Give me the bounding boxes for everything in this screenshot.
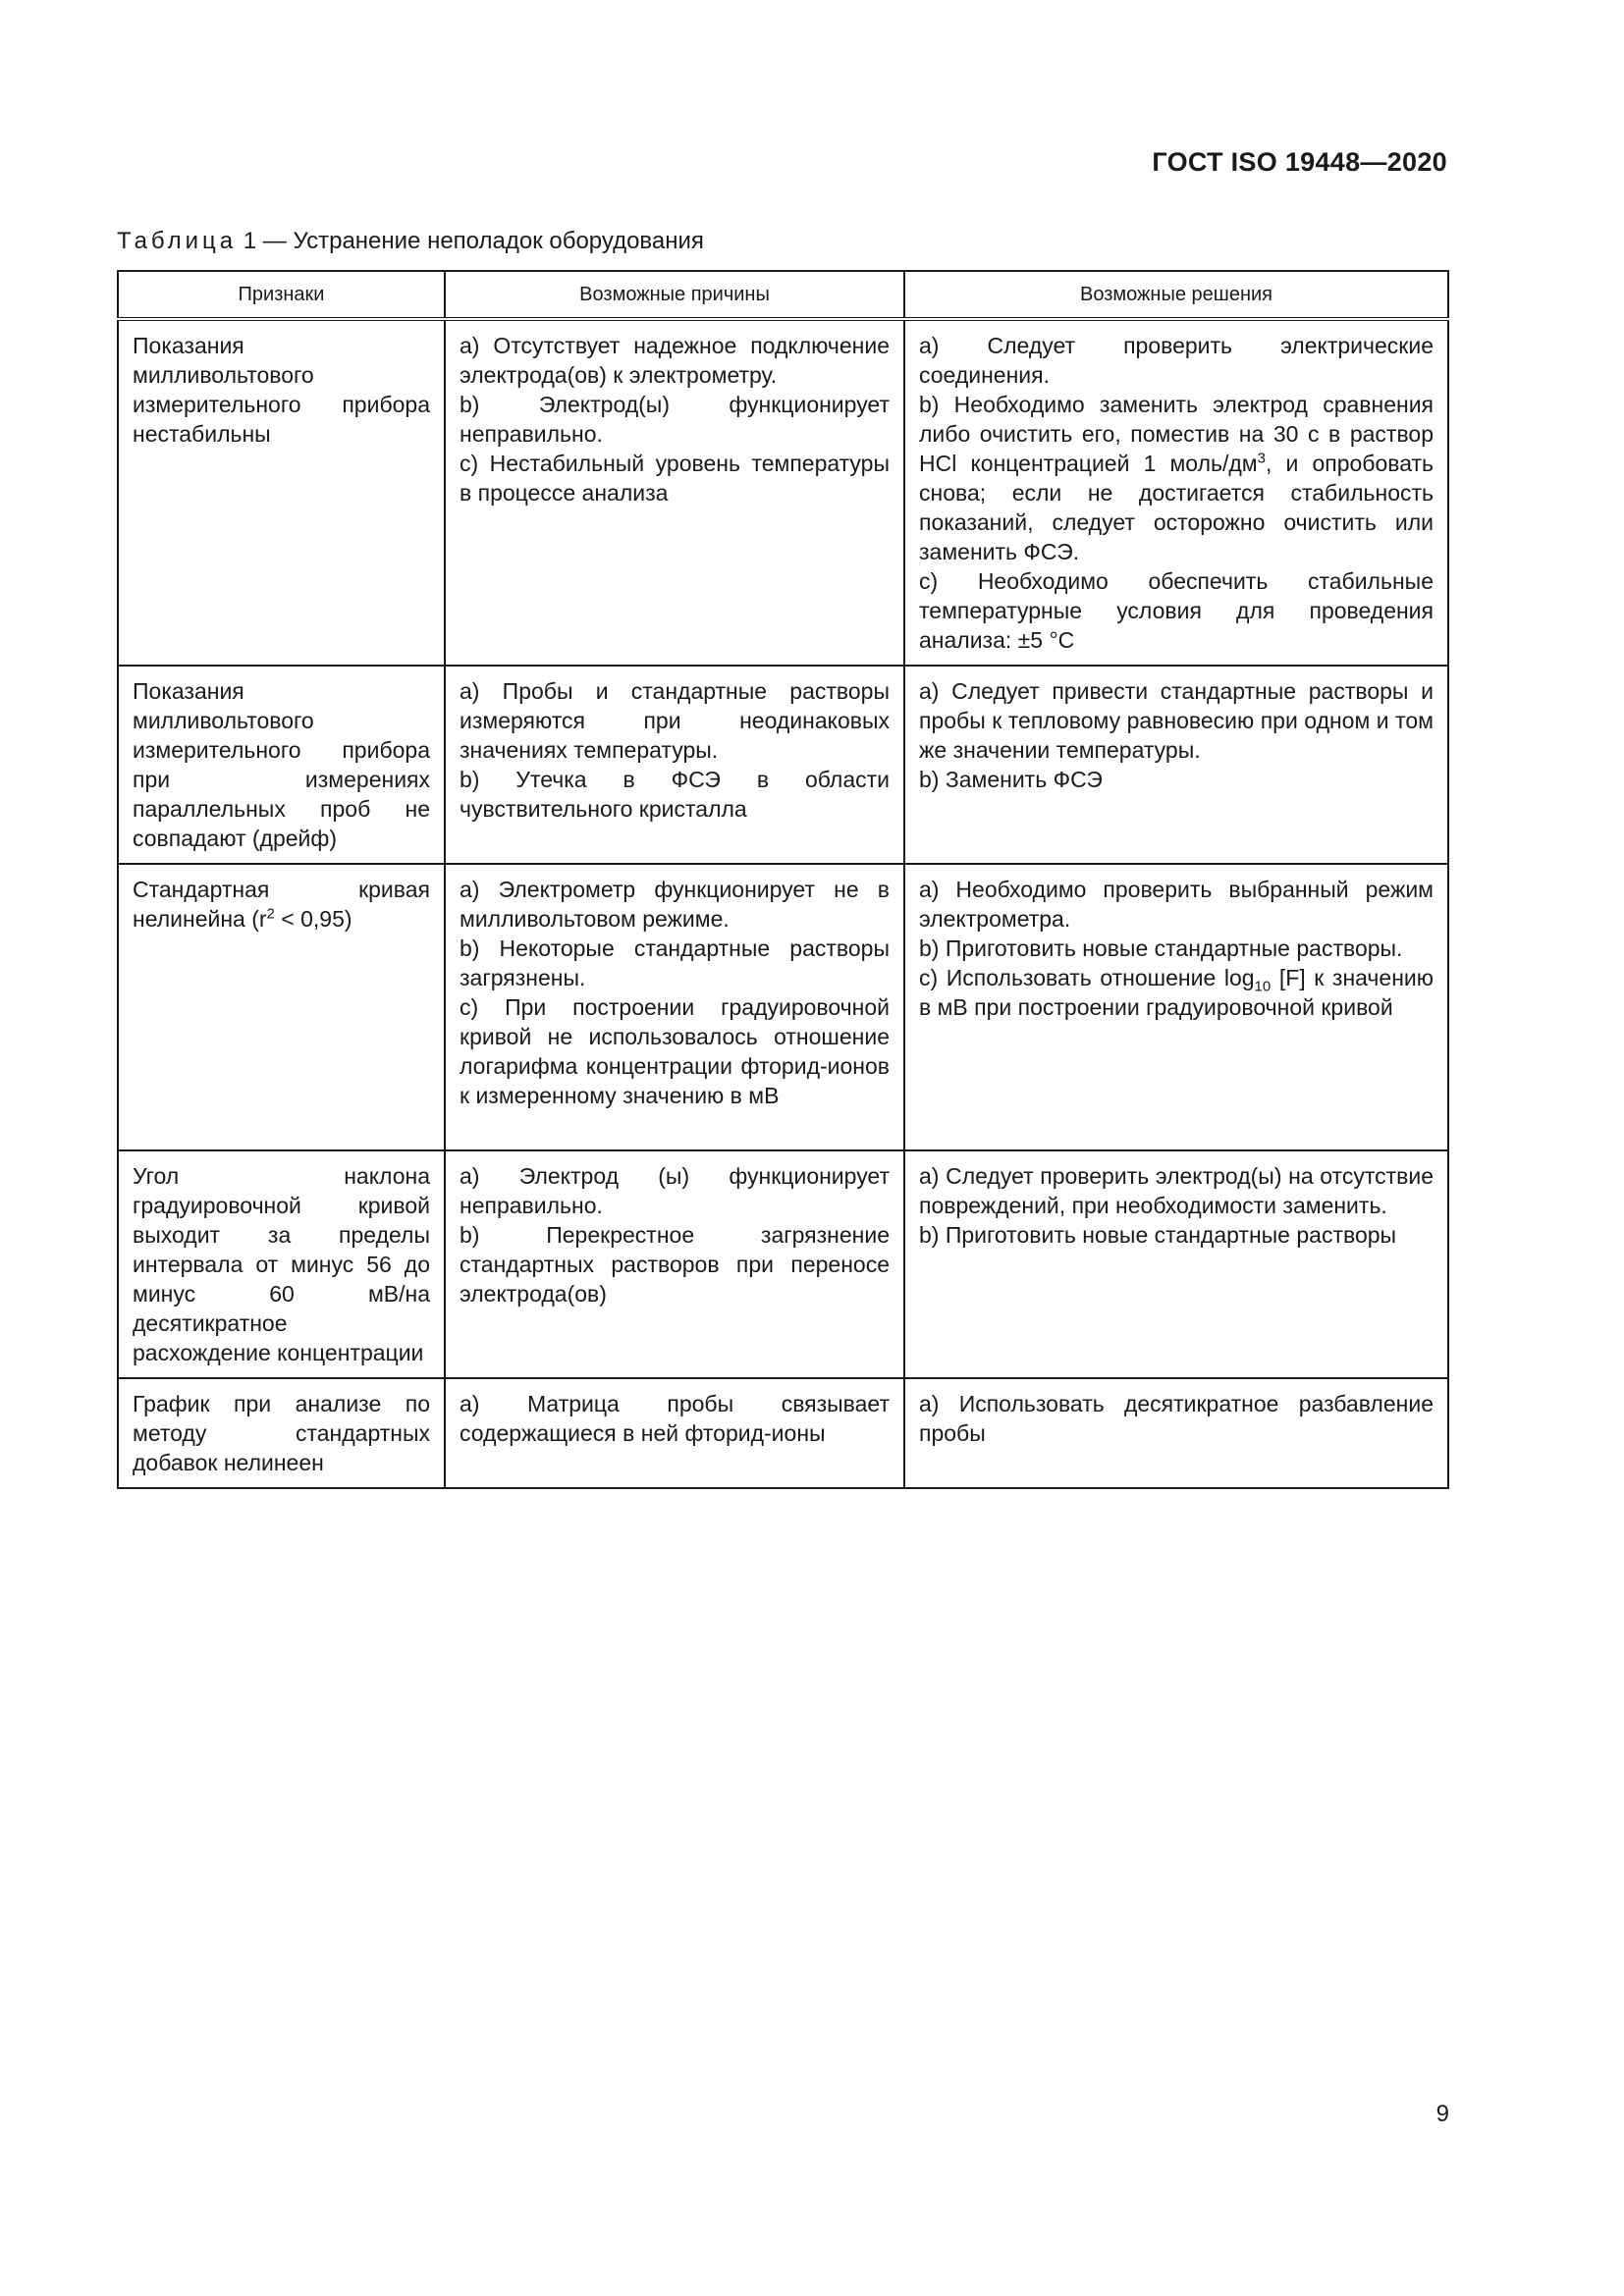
table-caption (117, 228, 704, 255)
symptom-cell (118, 1150, 445, 1378)
page-number: 9 (1435, 2101, 1449, 2127)
solution-text: , и опробовать снова; если не достигается стабильность показаний, следует осторожно очистить или заменить ФСЭ. (919, 451, 1435, 564)
cause-item: b) Утечка в ФСЭ в области чувствительного кристалла (460, 767, 890, 822)
table-row (118, 1378, 1448, 1488)
cause-item: a) Пробы и стандартные растворы измеряются при неодинаковых значениях температуры. (460, 678, 890, 763)
solution-item: b) Приготовить новые стандартные растворы. (919, 935, 1403, 961)
solution-item (919, 963, 1434, 1022)
cause-item: a) Отсутствует надежное подключение электрода(ов) к электрометру. (460, 333, 890, 388)
causes-cell (445, 666, 904, 864)
symptom-text: Показания милливольтового измерительного прибора при измерениях параллельных проб не совпадают (дрейф) (133, 678, 430, 851)
column-header-symptoms: Признаки (118, 271, 445, 319)
solution-item: a) Использовать десятикратное разбавление пробы (919, 1391, 1434, 1446)
solution-item: c) Необходимо обеспечить стабильные температурные условия для проведения анализа: ±5 °С (919, 568, 1434, 653)
solution-item (919, 390, 1434, 566)
solution-item: a) Необходимо проверить выбранный режим электрометра. (919, 877, 1434, 932)
solution-item: a) Следует привести стандартные растворы и пробы к тепловому равновесию при одном и том же значении температуры. (919, 678, 1434, 763)
solution-item: a) Следует проверить электрод(ы) на отсутствие повреждений, при необходимости заменить. (919, 1163, 1434, 1218)
table-row (118, 1150, 1448, 1378)
causes-cell (445, 1378, 904, 1488)
solution-item: b) Заменить ФСЭ (919, 767, 1103, 792)
table-row (118, 666, 1448, 864)
solution-text: c) Использовать отношение log (919, 965, 1255, 990)
symptom-text: График при анализе по методу стандартных добавок нелинеен (133, 1391, 430, 1475)
cause-item: a) Электрометр функционирует не в милливольтовом режиме. (460, 877, 890, 932)
cause-item: c) Нестабильный уровень температуры в процессе анализа (460, 451, 890, 506)
symptom-text-part: Стандартная кривая нелинейна (r (133, 877, 430, 932)
solution-item: b) Приготовить новые стандартные растворы (919, 1222, 1397, 1248)
symptom-text-part: < 0,95) (274, 906, 352, 932)
symptom-cell (118, 864, 445, 1150)
solutions-cell (904, 666, 1448, 864)
table-header-row (118, 271, 1448, 319)
symptom-text: Угол наклона градуировочной кривой выходит за пределы интервала от минус 56 до минус 60 мВ/на десятикратное расхождение концентрации (133, 1163, 430, 1365)
cause-item: b) Некоторые стандартные растворы загрязнены. (460, 935, 890, 990)
troubleshooting-table (117, 270, 1449, 1489)
cause-item: b) Перекрестное загрязнение стандартных растворов при переносе электрода(ов) (460, 1222, 890, 1307)
table-row (118, 864, 1448, 1150)
symptom-cell (118, 1378, 445, 1488)
solutions-cell (904, 319, 1448, 666)
solutions-cell (904, 1150, 1448, 1378)
cause-item: c) При построении градуировочной кривой не использовалось отношение логарифма концентрации фторид-ионов к измеренному значению в мВ (460, 994, 890, 1108)
symptom-cell (118, 319, 445, 666)
cause-item: b) Электрод(ы) функционирует неправильно. (460, 392, 890, 447)
solution-text: b) Необходимо заменить электрод сравнения либо очистить его, поместив на 30 с в раствор HCl концентрацией 1 моль/дм (919, 392, 1434, 476)
solution-text: [F] к значению в мВ при построении градуировочной кривой (919, 965, 1435, 1020)
symptom-text (133, 877, 430, 932)
table-caption-prefix: Таблица (117, 228, 238, 254)
subscript: 10 (1254, 978, 1272, 995)
table-row (118, 319, 1448, 666)
causes-cell (445, 1150, 904, 1378)
column-header-solutions: Возможные решения (904, 271, 1448, 319)
column-header-causes: Возможные причины (445, 271, 904, 319)
causes-cell (445, 864, 904, 1150)
solutions-cell (904, 1378, 1448, 1488)
superscript: 3 (1257, 450, 1266, 467)
document-standard-id: ГОСТ ISO 19448—2020 (1152, 147, 1447, 177)
causes-cell (445, 319, 904, 666)
cause-item: a) Матрица пробы связывает содержащиеся в ней фторид-ионы (460, 1391, 890, 1446)
superscript: 2 (266, 905, 275, 923)
solutions-cell (904, 864, 1448, 1150)
solution-item: a) Следует проверить электрические соединения. (919, 333, 1434, 388)
cause-item: a) Электрод (ы) функционирует неправильно. (460, 1163, 890, 1218)
table-caption-title: 1 — Устранение неполадок оборудования (237, 228, 704, 254)
symptom-cell (118, 666, 445, 864)
symptom-text: Показания милливольтового измерительного прибора нестабильны (133, 333, 430, 447)
